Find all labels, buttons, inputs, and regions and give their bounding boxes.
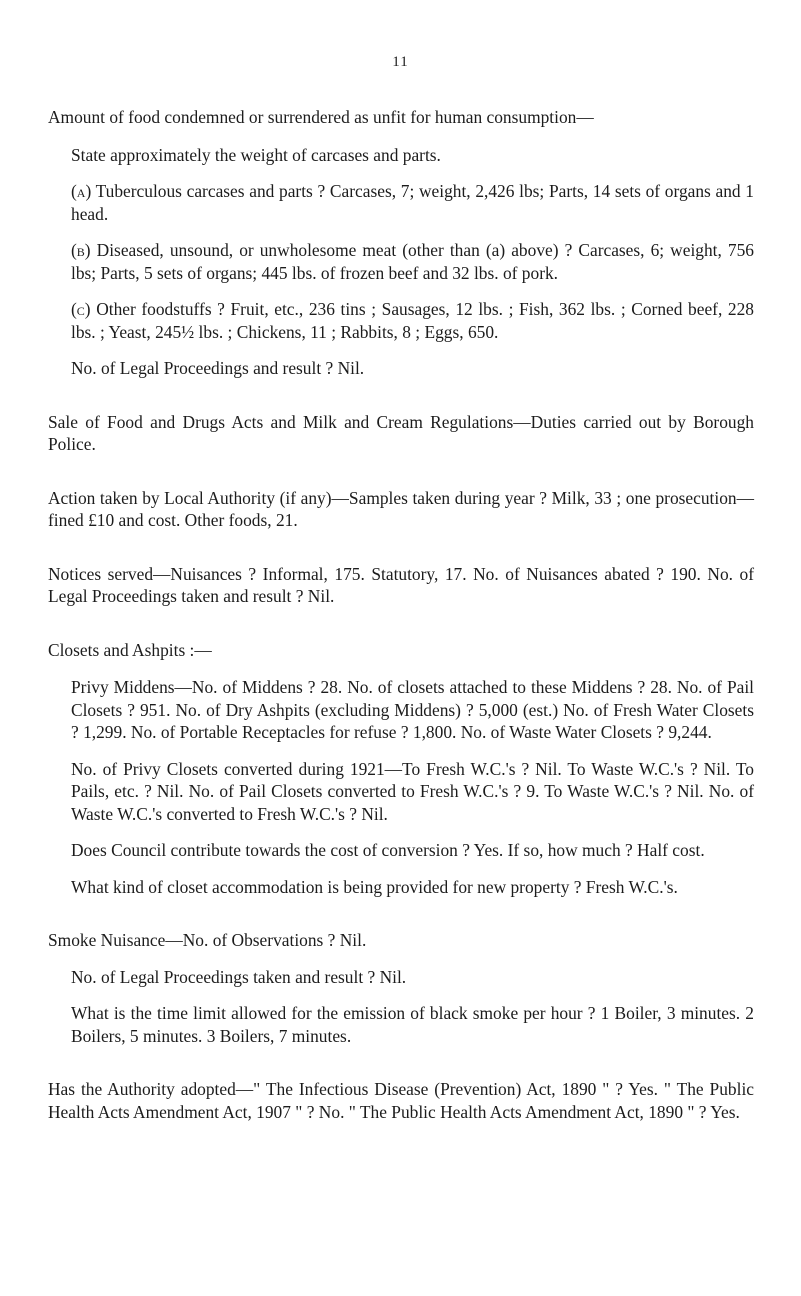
page-content [48,106,754,1123]
food-condemned-item-c [48,298,754,343]
food-condemned-item-b [48,239,754,284]
closets-converted-paragraph: No. of Privy Closets converted during 1921—To Fresh W.C.'s ? Nil. To Waste W.C.'s ? Nil. To Pails, etc. ? Nil. No. of Pail Closets converted to Fresh W.C.'s ? 9. To Waste W.C.'s ? Nil. No. of Waste W.C.'s converted to Fresh W.C.'s ? Nil. [71,758,754,824]
sale-of-food-paragraph: Sale of Food and Drugs Acts and Milk and Cream Regulations—Duties carried out by Borough Police. [48,411,754,454]
action-taken-paragraph: Action taken by Local Authority (if any)—Samples taken during year ? Milk, 33 ; one prosecution—fined £10 and cost. Other foods, 21. [48,487,754,530]
food-condemned-state: State approximately the weight of carcases and parts. [71,144,441,165]
notices-served-paragraph: Notices served—Nuisances ? Informal, 175. Statutory, 17. No. of Nuisances abated ? 190. No. of Legal Proceedings taken and result ? Nil. [48,563,754,606]
item-c-text: Other foodstuffs ? Fruit, etc., 236 tins ; Sausages, 12 lbs. ; Fish, 362 lbs. ; Corned beef, 228 lbs. ; Yeast, 245½ lbs. ; Chickens, 11 ; Rabbits, 8 ; Eggs, 650. [71,299,754,342]
item-c-label: (c) [71,299,91,319]
smoke-time-limit-paragraph: What is the time limit allowed for the emission of black smoke per hour ? 1 Boiler, 3 minutes. 2 Boilers, 5 minutes. 3 Boilers, 7 minutes. [71,1003,754,1046]
smoke-legal-paragraph: No. of Legal Proceedings taken and result ? Nil. [71,966,407,987]
smoke-nuisance-heading: Smoke Nuisance—No. of Observations ? Nil. [48,930,367,950]
food-condemned-legal: No. of Legal Proceedings and result ? Nil. [71,358,365,378]
council-contribution-paragraph: Does Council contribute towards the cost of conversion ? Yes. If so, how much ? Half cost. [71,840,705,860]
item-a-label: (a) [71,181,92,201]
acts-adopted-paragraph: Has the Authority adopted—" The Infectious Disease (Prevention) Act, 1890 " ? Yes. " The Public Health Acts Amendment Act, 1907 " ? No. " The Public Health Acts Amendment Act, 1890 " ? Yes. [48,1079,754,1122]
item-a-text: Tuberculous carcases and parts ? Carcases, 7; weight, 2,426 lbs; Parts, 14 sets of organs and 1 head. [71,181,754,224]
item-b-text: Diseased, unsound, or unwholesome meat (other than (a) above) ? Carcases, 6; weight, 756 lbs; Parts, 5 sets of organs; 445 lbs. of frozen beef and 32 lbs. of pork. [71,240,754,283]
page-number: 11 [392,54,409,70]
closets-heading: Closets and Ashpits :— [48,639,212,660]
food-condemned-item-a [48,180,754,225]
food-condemned-heading: Amount of food condemned or surrendered as unfit for human consumption— [48,107,594,127]
closet-accommodation-paragraph: What kind of closet accommodation is being provided for new property ? Fresh W.C.'s. [71,876,678,897]
privy-middens-paragraph: Privy Middens—No. of Middens ? 28. No. of closets attached to these Middens ? 28. No. of Pail Closets ? 951. No. of Dry Ashpits (excluding Middens) ? 5,000 (est.) No. of Fresh Water Closets ? 1,299. No. of Portable Receptacles for refuse ? 1,800. No. of Waste Water Closets ? 9,244. [71,677,754,742]
item-b-label: (b) [71,240,91,260]
